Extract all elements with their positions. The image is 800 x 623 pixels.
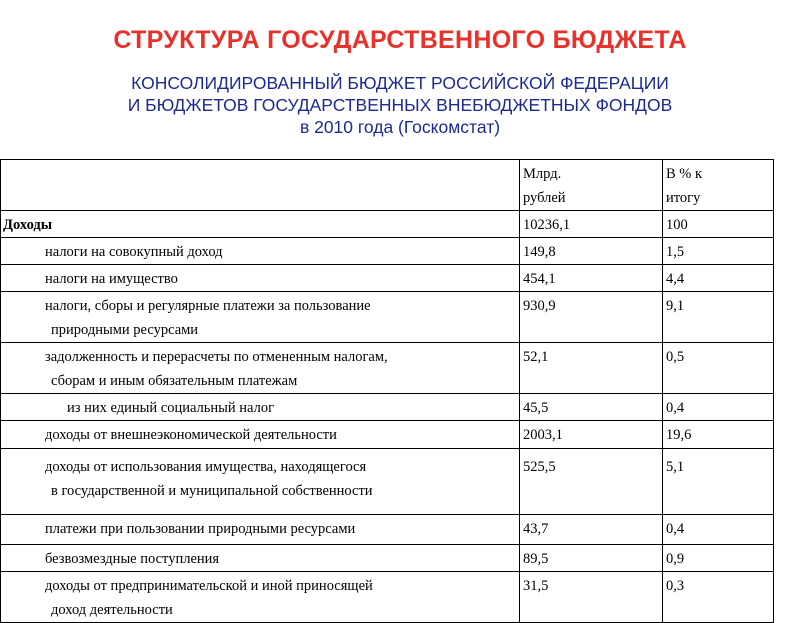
row-label: налоги на имущество	[1, 265, 520, 292]
table-header-row	[1, 160, 774, 211]
row-label-line-2: доход деятельности	[51, 602, 173, 618]
subtitle-line-1: КОНСОЛИДИРОВАННЫЙ БЮДЖЕТ РОССИЙСКОЙ ФЕДЕРАЦИИ	[131, 73, 669, 93]
row-label-line-2: в государственной и муниципальной собственности	[51, 483, 373, 499]
row-value-billion: 43,7	[520, 515, 663, 545]
table-row	[1, 211, 774, 238]
table-row	[1, 572, 774, 623]
row-value-percent: 0,3	[663, 572, 774, 623]
subtitle-line-3: в 2010 года (Госкомстат)	[299, 117, 501, 137]
table-row	[1, 515, 774, 545]
row-label-line-2: сборам и иным обязательным платежам	[51, 373, 298, 389]
row-value-billion: 89,5	[520, 545, 663, 572]
row-value-billion: 454,1	[520, 265, 663, 292]
row-value-percent: 0,9	[663, 545, 774, 572]
header-empty-cell	[1, 160, 520, 211]
row-value-percent: 0,4	[663, 394, 774, 421]
row-value-percent: 100	[663, 211, 774, 238]
row-value-billion: 10236,1	[520, 211, 663, 238]
budget-table	[0, 159, 774, 623]
row-value-percent: 0,5	[663, 343, 774, 394]
row-label-line-1: задолженность и перерасчеты по отмененным налогам,	[45, 349, 388, 365]
table-row	[1, 421, 774, 449]
row-value-billion: 52,1	[520, 343, 663, 394]
subtitle	[0, 72, 800, 138]
table-row	[1, 449, 774, 515]
row-label	[1, 292, 520, 343]
table-row	[1, 292, 774, 343]
row-label: налоги на совокупный доход	[1, 238, 520, 265]
header-percent-line-1: В % к	[666, 166, 703, 182]
row-value-percent: 19,6	[663, 421, 774, 449]
row-label	[1, 449, 520, 515]
page-title: СТРУКТУРА ГОСУДАРСТВЕННОГО БЮДЖЕТА	[113, 26, 687, 54]
row-label: доходы от внешнеэкономической деятельности	[1, 421, 520, 449]
row-label-line-2: природными ресурсами	[51, 322, 199, 338]
header-billion-rubles	[520, 160, 663, 211]
table-row	[1, 265, 774, 292]
table-row	[1, 545, 774, 572]
row-value-percent: 0,4	[663, 515, 774, 545]
header-billion-rubles-line-2: рублей	[523, 190, 566, 206]
row-value-billion: 2003,1	[520, 421, 663, 449]
row-value-billion: 45,5	[520, 394, 663, 421]
row-value-percent: 4,4	[663, 265, 774, 292]
header-percent-line-2: итогу	[666, 190, 701, 206]
row-label: из них единый социальный налог	[1, 394, 520, 421]
row-label: безвозмездные поступления	[1, 545, 520, 572]
row-label-line-1: налоги, сборы и регулярные платежи за пользование	[45, 298, 371, 314]
row-value-billion: 149,8	[520, 238, 663, 265]
row-label	[1, 572, 520, 623]
table-row	[1, 343, 774, 394]
row-value-billion: 31,5	[520, 572, 663, 623]
row-label-line-1: доходы от использования имущества, находящегося	[45, 459, 367, 475]
subtitle-line-2: И БЮДЖЕТОВ ГОСУДАРСТВЕННЫХ ВНЕБЮДЖЕТНЫХ ФОНДОВ	[127, 95, 673, 115]
header-billion-rubles-line-1: Млрд.	[523, 166, 562, 182]
row-value-billion: 525,5	[520, 449, 663, 515]
row-label: Доходы	[1, 211, 520, 238]
table-row	[1, 238, 774, 265]
row-label: платежи при пользовании природными ресурсами	[1, 515, 520, 545]
row-label	[1, 343, 520, 394]
row-value-percent: 5,1	[663, 449, 774, 515]
row-value-billion: 930,9	[520, 292, 663, 343]
header-percent-of-total	[663, 160, 774, 211]
row-value-percent: 1,5	[663, 238, 774, 265]
table-row	[1, 394, 774, 421]
row-value-percent: 9,1	[663, 292, 774, 343]
row-label-line-1: доходы от предпринимательской и иной приносящей	[45, 578, 373, 594]
